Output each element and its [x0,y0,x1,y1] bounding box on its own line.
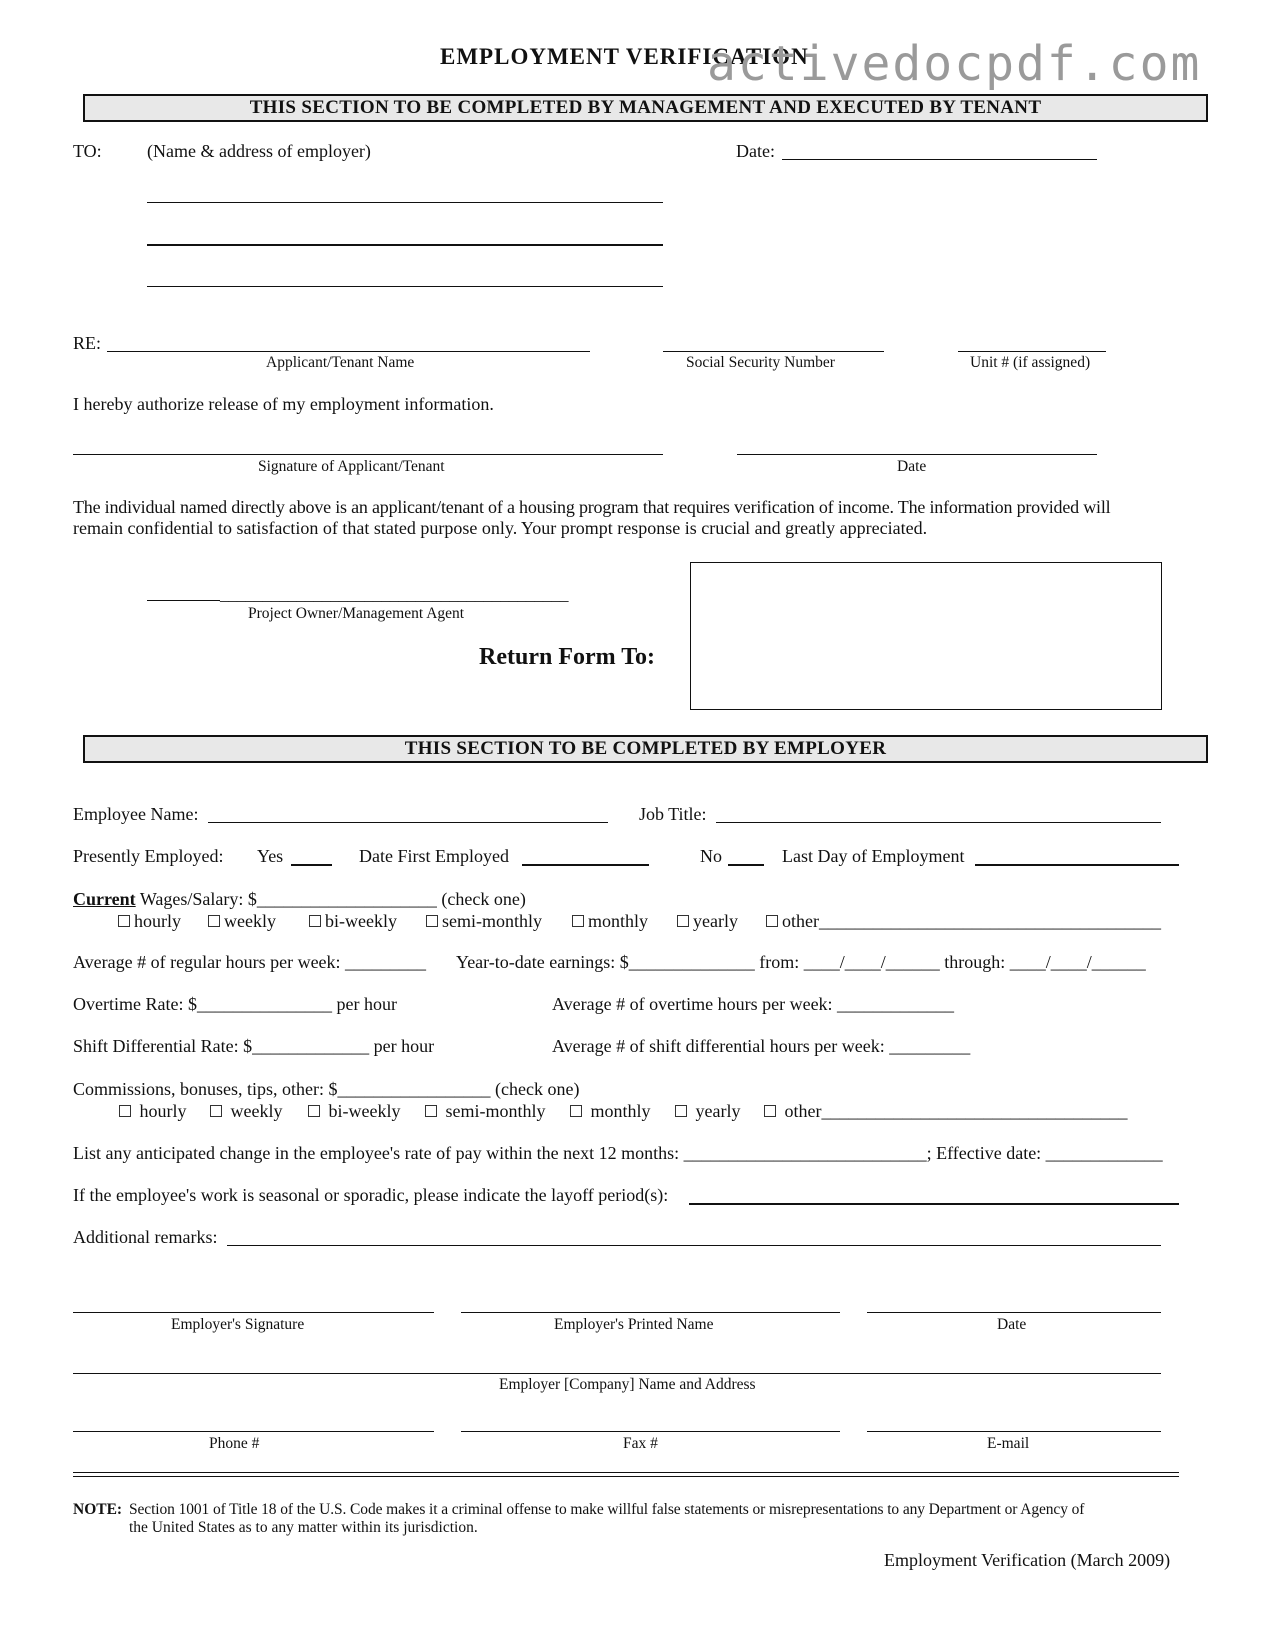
avg-hours-label[interactable]: Average # of regular hours per week: _________ [73,952,427,972]
date-field[interactable] [782,143,1097,160]
no-field[interactable] [728,848,764,866]
commission-option-semi-monthly[interactable]: semi-monthly [425,1101,570,1122]
note-text-line-2: the United States as to any matter within its jurisdiction. [129,1519,478,1536]
wages-salary-label: Wages/Salary: $____________________ (check one) [135,889,526,909]
checkbox-icon [119,1105,131,1117]
page-title: EMPLOYMENT VERIFICATION [440,44,809,69]
overtime-hours-label[interactable]: Average # of overtime hours per week: _____________ [552,994,955,1014]
wage-option-yearly[interactable]: yearly [677,911,766,932]
employer-printed-name-field[interactable] [461,1296,840,1313]
last-day-label: Last Day of Employment [782,846,965,866]
authorize-text: I hereby authorize release of my employment information. [73,394,494,414]
re-label: RE: [73,333,102,353]
unit-field[interactable] [958,334,1106,352]
note-text-line-1: Section 1001 of Title 18 of the U.S. Code makes it a criminal offense to make willful false statements or misrepresentations to any Department or Agency of [129,1501,1085,1518]
current-label: Current [73,889,136,909]
commission-option-monthly[interactable]: monthly [570,1101,675,1122]
checkbox-icon [309,915,321,927]
to-label: TO: [73,141,102,161]
remarks-label: Additional remarks: [73,1227,218,1247]
ytd-earnings-label[interactable]: Year-to-date earnings: $______________ from: ____/____/______ through: ____/____/______ [456,952,1146,972]
seasonal-field[interactable] [689,1187,1179,1205]
commission-option-yearly[interactable]: yearly [675,1101,764,1122]
wage-option-other[interactable]: other______________________________________ [766,911,1161,932]
checkbox-icon [425,1105,437,1117]
return-form-label: Return Form To: [479,644,655,670]
fax-field[interactable] [461,1415,840,1432]
employer-date-field[interactable] [867,1296,1161,1313]
wage-option-bi-weekly[interactable]: bi-weekly [309,911,426,932]
checkbox-icon [308,1105,320,1117]
watermark: activedocpdf.com [707,36,1202,92]
to-hint: (Name & address of employer) [147,141,371,161]
employee-name-field[interactable] [208,806,608,823]
checkbox-icon [766,915,778,927]
phone-caption: Phone # [209,1435,260,1452]
yes-field[interactable] [291,848,332,866]
date-label: Date: [736,141,775,161]
section-header-management: THIS SECTION TO BE COMPLETED BY MANAGEMENT AND EXECUTED BY TENANT [83,94,1208,122]
employee-name-label: Employee Name: [73,804,199,824]
checkbox-icon [426,915,438,927]
footer-form-name: Employment Verification (March 2009) [884,1550,1171,1570]
tenant-date-field[interactable] [737,438,1097,455]
no-label: No [700,846,722,866]
remarks-field[interactable] [227,1229,1161,1246]
checkbox-icon [675,1105,687,1117]
checkbox-icon [572,915,584,927]
wage-option-monthly[interactable]: monthly [572,911,677,932]
applicant-name-caption: Applicant/Tenant Name [266,354,415,371]
date-first-employed-label: Date First Employed [359,846,509,866]
job-title-label: Job Title: [639,804,707,824]
divider [73,1472,1179,1477]
signature-caption: Signature of Applicant/Tenant [258,458,445,475]
commission-option-other[interactable]: other__________________________________ [764,1101,1127,1122]
checkbox-icon [764,1105,776,1117]
ssn-field[interactable] [663,334,884,352]
date-first-employed-field[interactable] [522,848,649,866]
applicant-name-field[interactable] [107,334,590,352]
commission-option-bi-weekly[interactable]: bi-weekly [308,1101,425,1122]
company-caption: Employer [Company] Name and Address [499,1376,756,1393]
checkbox-icon [208,915,220,927]
overtime-rate-label[interactable]: Overtime Rate: $_______________ per hour [73,994,397,1014]
purpose-text-line-2: remain confidential to satisfaction of that stated purpose only. Your prompt response is crucial and greatly appreciated. [73,518,928,538]
presently-employed-label: Presently Employed: [73,846,224,866]
phone-field[interactable] [73,1415,434,1432]
email-field[interactable] [867,1415,1161,1432]
seasonal-label: If the employee's work is seasonal or sporadic, please indicate the layoff period(s): [73,1185,669,1205]
return-address-box[interactable] [690,562,1162,710]
job-title-field[interactable] [716,806,1161,823]
employer-signature-caption: Employer's Signature [171,1316,305,1333]
employer-signature-field[interactable] [73,1296,434,1313]
commissions-label[interactable]: Commissions, bonuses, tips, other: $_________________ (check one) [73,1079,580,1099]
wage-option-weekly[interactable]: weekly [208,911,309,932]
owner-signature-field[interactable]: _________________________________________ [220,585,569,604]
owner-signature-line[interactable] [147,584,220,601]
commission-option-weekly[interactable]: weekly [210,1101,308,1122]
ssn-caption: Social Security Number [686,354,835,371]
shift-hours-label[interactable]: Average # of shift differential hours per week: _________ [552,1036,971,1056]
checkbox-icon [570,1105,582,1117]
section-header-employer: THIS SECTION TO BE COMPLETED BY EMPLOYER [83,735,1208,763]
employer-printed-name-caption: Employer's Printed Name [554,1316,714,1333]
purpose-text-line-1: The individual named directly above is an applicant/tenant of a housing program that requires verification of income. The information provided will [73,497,1111,517]
note-label: NOTE: [73,1501,123,1518]
commission-frequency-options [119,1101,1127,1122]
checkbox-icon [210,1105,222,1117]
yes-label: Yes [257,846,284,866]
employer-address-line-2[interactable] [147,228,663,246]
unit-caption: Unit # (if assigned) [970,354,1091,371]
checkbox-icon [118,915,130,927]
checkbox-icon [677,915,689,927]
wage-option-hourly[interactable]: hourly [118,911,208,932]
wages-label [73,889,526,910]
email-caption: E-mail [987,1435,1030,1452]
tenant-signature-field[interactable] [73,438,663,455]
commission-option-hourly[interactable]: hourly [119,1101,210,1122]
company-name-address-field[interactable] [73,1357,1161,1374]
employer-address-line-3[interactable] [147,270,663,287]
employer-date-caption: Date [997,1316,1027,1333]
shift-rate-label[interactable]: Shift Differential Rate: $_____________ per hour [73,1036,435,1056]
employer-address-line-1[interactable] [147,186,663,203]
wage-option-semi-monthly[interactable]: semi-monthly [426,911,572,932]
rate-change-label[interactable]: List any anticipated change in the employee's rate of pay within the next 12 months: ___________________________; Effective date: _____________ [73,1143,1163,1163]
last-day-field[interactable] [975,848,1179,866]
owner-caption: Project Owner/Management Agent [248,605,465,622]
wage-frequency-options [118,911,1161,932]
fax-caption: Fax # [623,1435,658,1452]
date-caption: Date [897,458,927,475]
